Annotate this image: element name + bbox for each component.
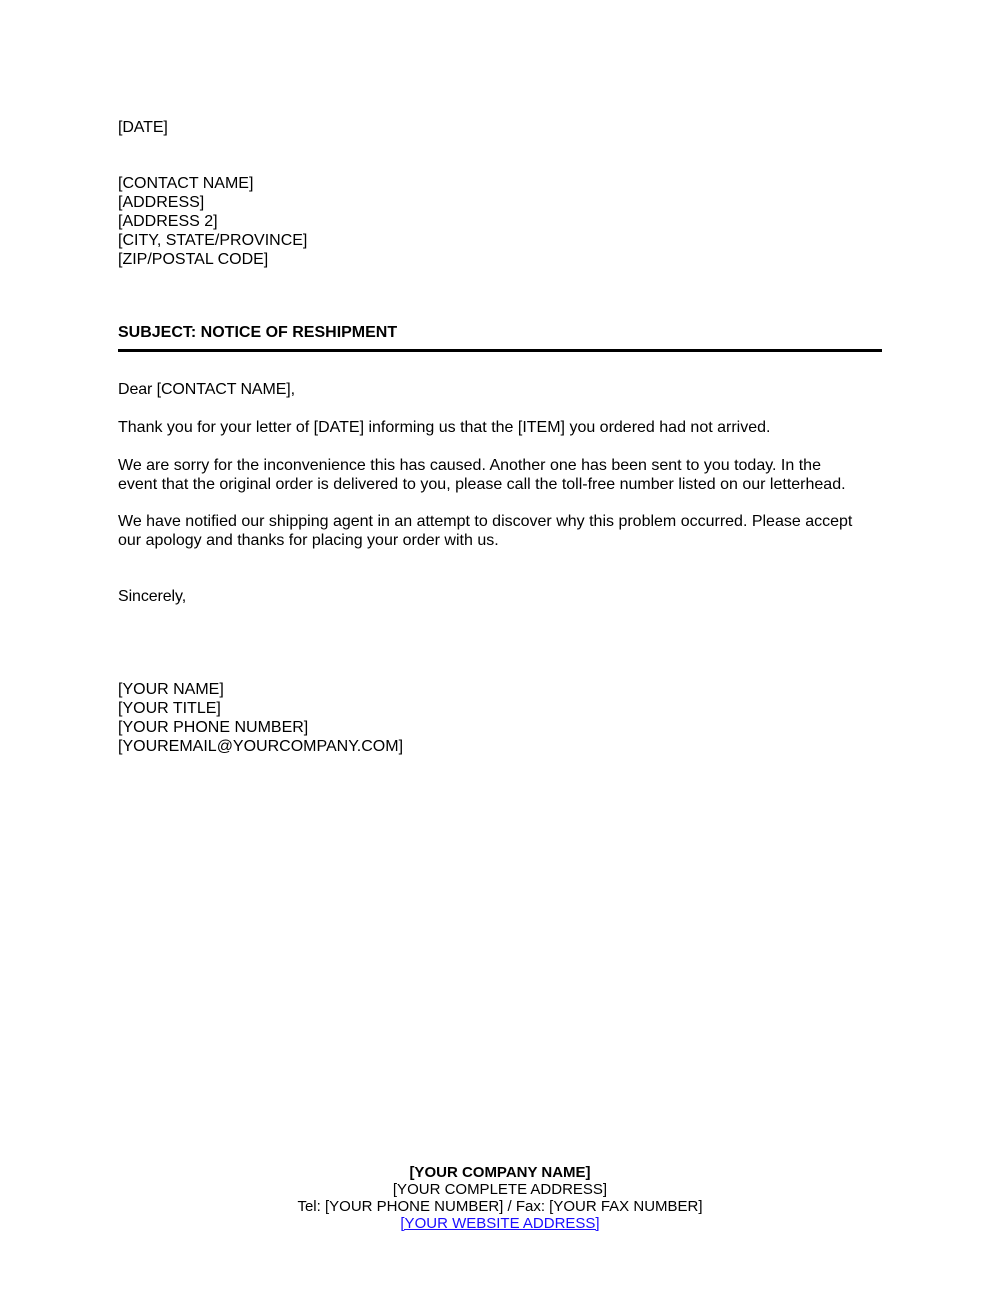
- footer-contact: Tel: [YOUR PHONE NUMBER] / Fax: [YOUR FAX NUMBER]: [297, 1198, 703, 1215]
- signature-phone: [YOUR PHONE NUMBER]: [118, 719, 309, 736]
- signature-title: [YOUR TITLE]: [118, 700, 221, 717]
- signature-name: [YOUR NAME]: [118, 681, 224, 698]
- paragraph-2: [118, 456, 888, 494]
- paragraph-line: Thank you for your letter of [DATE] informing us that the [ITEM] you ordered had not arrived.: [118, 419, 771, 436]
- recipient-address: [ADDRESS]: [118, 194, 205, 211]
- recipient-address-2: [ADDRESS 2]: [118, 213, 218, 230]
- recipient-address-block: [118, 174, 307, 269]
- paragraph-1: [118, 418, 888, 437]
- subject-divider: [118, 349, 882, 352]
- recipient-contact-name: [CONTACT NAME]: [118, 175, 254, 192]
- salutation: Dear [CONTACT NAME],: [118, 381, 295, 398]
- letterhead-footer: [0, 1164, 1000, 1232]
- subject-line: SUBJECT: NOTICE OF RESHIPMENT: [118, 324, 398, 341]
- recipient-zip: [ZIP/POSTAL CODE]: [118, 251, 269, 268]
- letter-date: [DATE]: [118, 119, 168, 136]
- paragraph-line: We are sorry for the inconvenience this has caused. Another one has been sent to you today. In the: [118, 457, 821, 474]
- footer-company-name: [YOUR COMPANY NAME]: [409, 1164, 591, 1181]
- paragraph-line: event that the original order is delivered to you, please call the toll-free number listed on our letterhead.: [118, 476, 846, 493]
- recipient-city-state: [CITY, STATE/PROVINCE]: [118, 232, 308, 249]
- signature-email: [YOUREMAIL@YOURCOMPANY.COM]: [118, 738, 404, 755]
- footer-website-link[interactable]: [YOUR WEBSITE ADDRESS]: [400, 1215, 600, 1232]
- paragraph-line: our apology and thanks for placing your order with us.: [118, 532, 499, 549]
- closing: Sincerely,: [118, 588, 187, 605]
- footer-address: [YOUR COMPLETE ADDRESS]: [392, 1181, 608, 1198]
- signature-block: [118, 680, 403, 756]
- paragraph-3: [118, 512, 888, 550]
- paragraph-line: We have notified our shipping agent in an attempt to discover why this problem occurred. Please accept: [118, 513, 853, 530]
